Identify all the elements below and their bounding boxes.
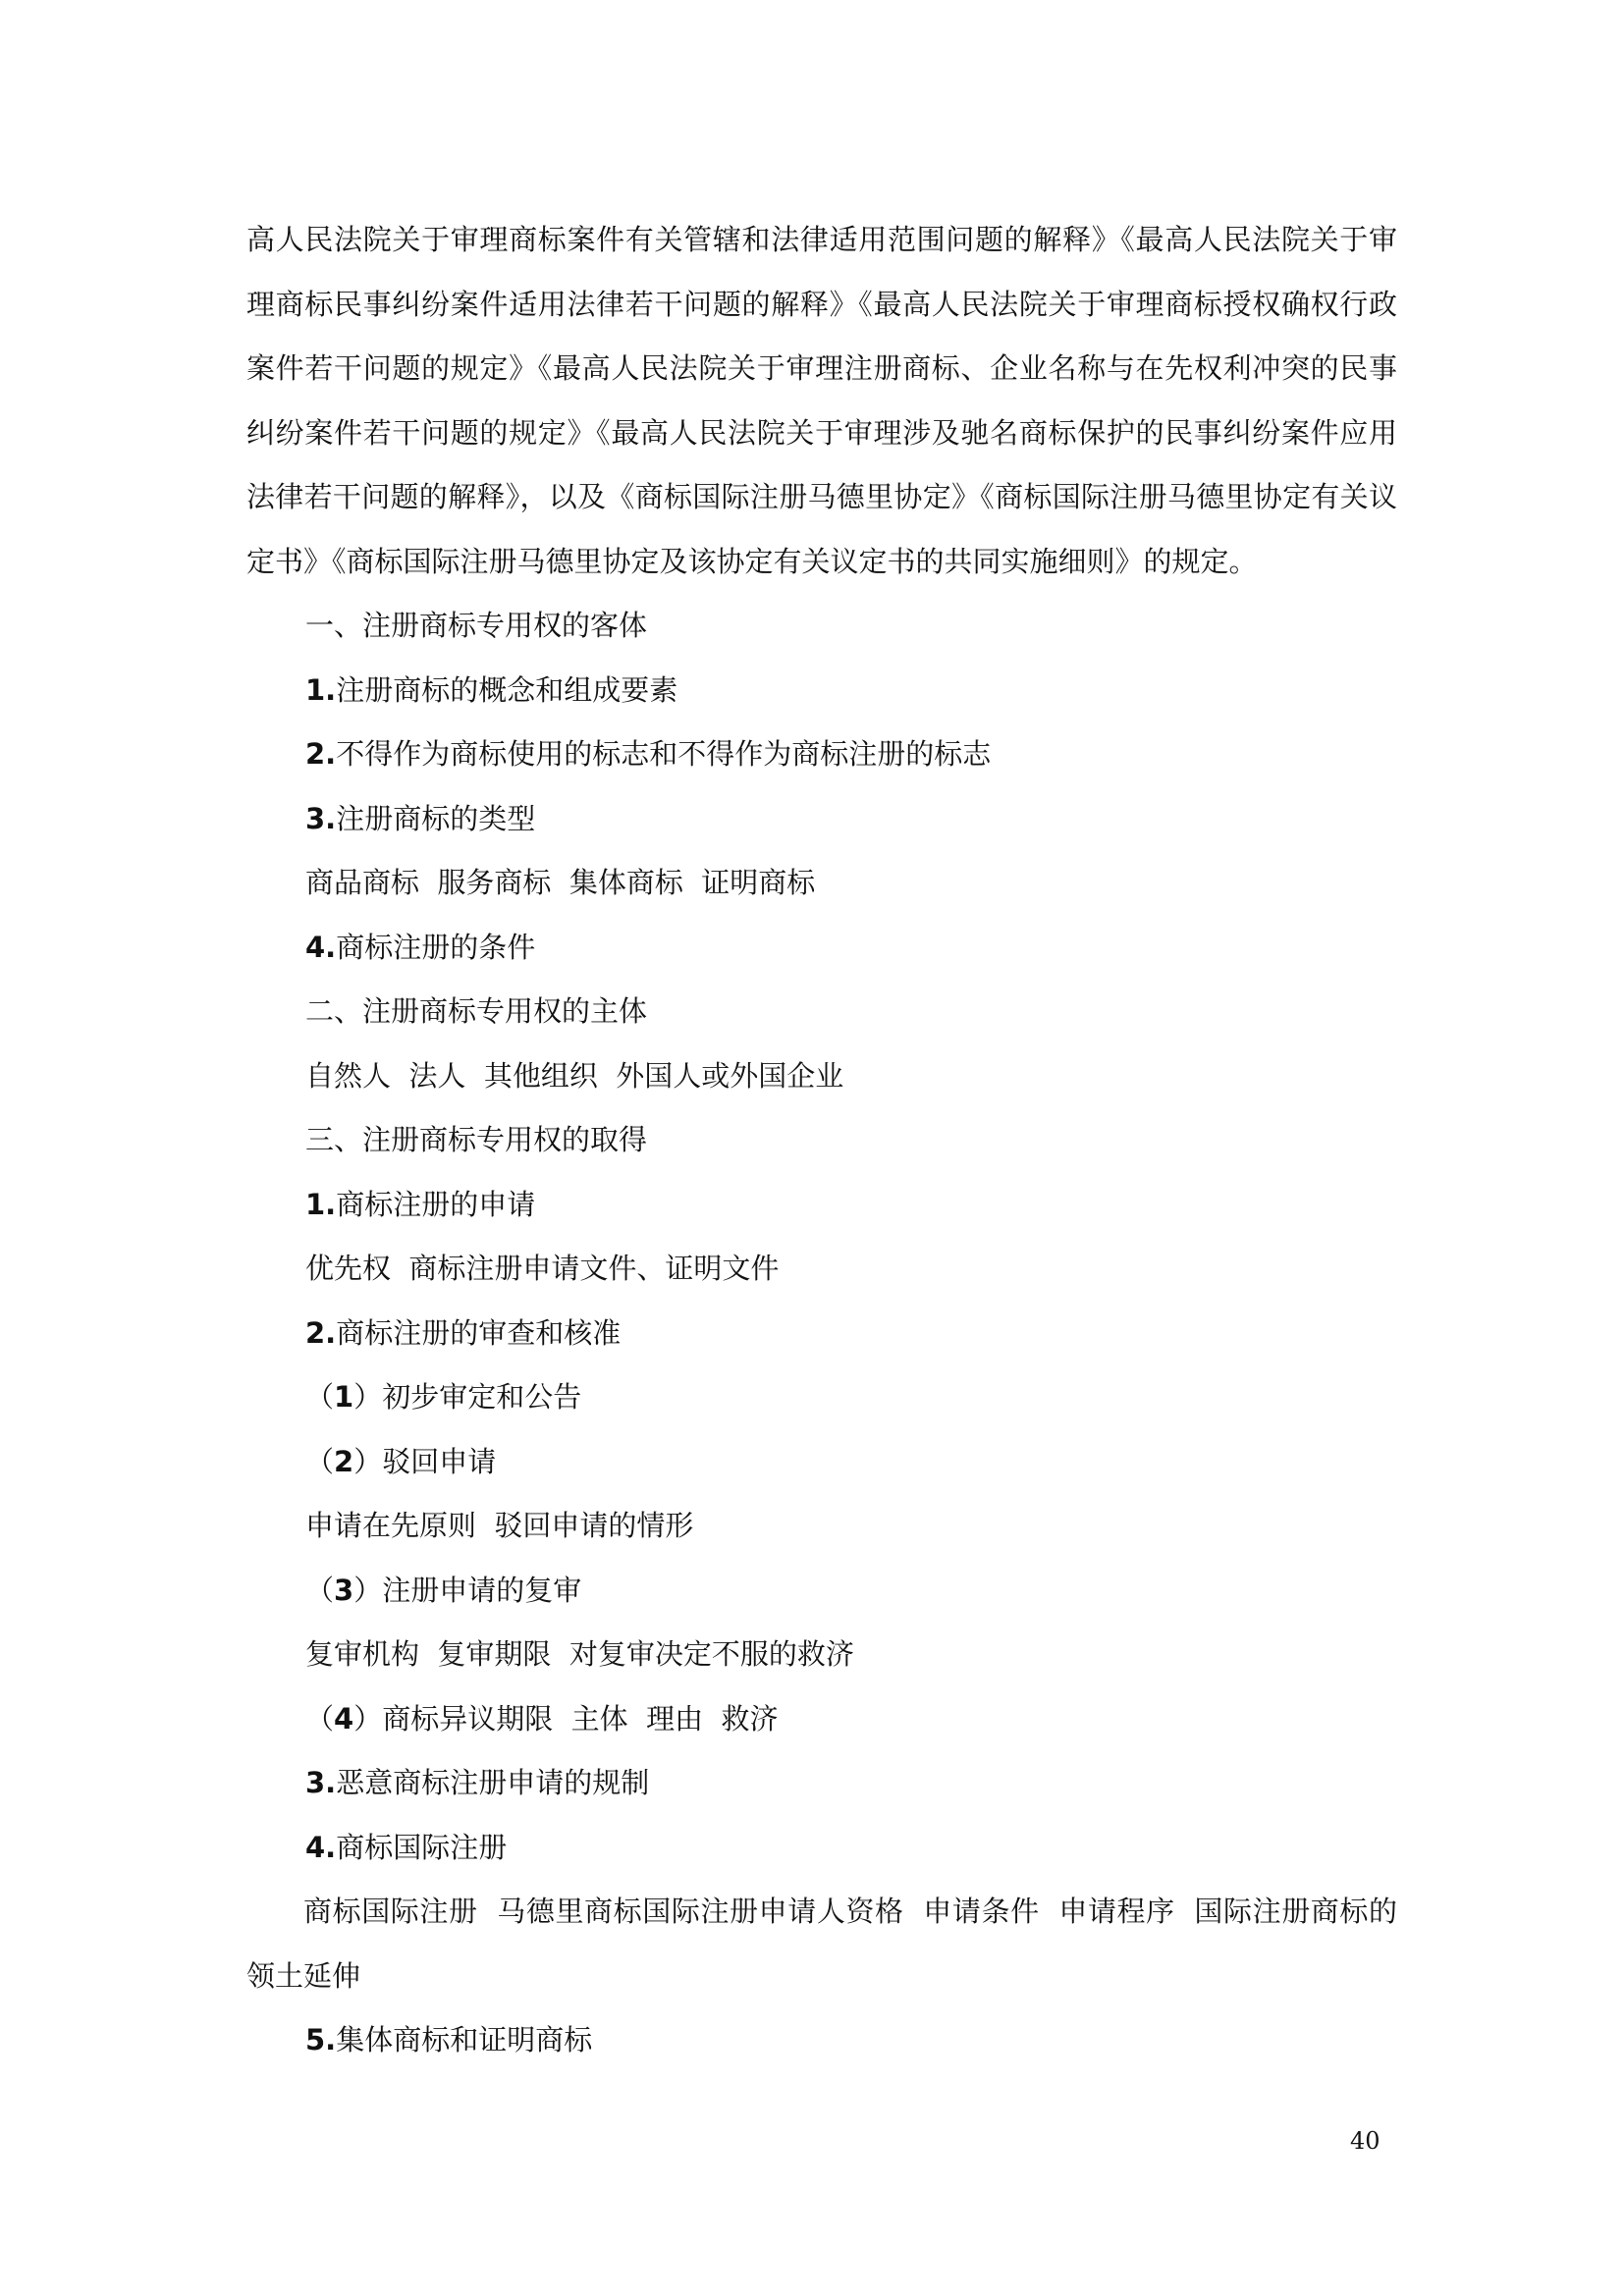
- item-text: 商标注册的条件: [336, 930, 536, 964]
- body-text: [246, 208, 1397, 2073]
- item-number: 5.: [305, 2023, 337, 2056]
- outline-subitem: [246, 1559, 1397, 1624]
- sub-open-paren: （: [305, 1701, 335, 1735]
- sub-close-paren: ）: [353, 1701, 383, 1735]
- section-heading-1: 一、注册商标专用权的客体: [305, 609, 648, 642]
- item-number: 4.: [305, 930, 337, 964]
- outline-item: [246, 659, 1397, 723]
- outline-subitem: [246, 1687, 1397, 1752]
- item-number: 2.: [305, 737, 337, 771]
- outline-detail: 优先权 商标注册申请文件、证明文件: [305, 1252, 780, 1285]
- outline-item: [246, 722, 1397, 787]
- sub-text: 驳回申请: [382, 1444, 497, 1478]
- sub-open-paren: （: [305, 1444, 335, 1478]
- item-text: 注册商标的概念和组成要素: [336, 672, 678, 707]
- sub-text: 初步审定和公告: [382, 1380, 582, 1414]
- outline-item: [246, 1816, 1397, 1881]
- section-heading-2: 二、注册商标专用权的主体: [305, 994, 648, 1028]
- item-text: 集体商标和证明商标: [336, 2023, 593, 2056]
- outline-subitem: [246, 1365, 1397, 1430]
- sub-number: 2: [334, 1444, 354, 1478]
- sub-number: 1: [334, 1380, 354, 1414]
- item-text: 恶意商标注册申请的规制: [336, 1766, 650, 1799]
- sub-open-paren: （: [305, 1380, 335, 1414]
- item-number: 3.: [305, 801, 337, 835]
- item-text: 注册商标的类型: [336, 801, 536, 835]
- sub-close-paren: ）: [353, 1380, 383, 1414]
- outline-item: [246, 787, 1397, 852]
- sub-text: 商标异议期限 主体 理由 救济: [382, 1701, 779, 1735]
- outline-detail: 商品商标 服务商标 集体商标 证明商标: [305, 866, 816, 899]
- page-number: 40: [1350, 2127, 1380, 2155]
- item-number: 3.: [305, 1766, 337, 1799]
- intro-paragraph: 高人民法院关于审理商标案件有关管辖和法律适用范围问题的解释》《最高人民法院关于审理商标民事纠纷案件适用法律若干问题的解释》《最高人民法院关于审理商标授权确权行政案件若干问题的规定》《最高人民法院关于审理注册商标、企业名称与在先权利冲突的民事纠纷案件若干问题的规定》《最高人民法院关于审理涉及驰名商标保护的民事纠纷案件应用法律若干问题的解释》，以及《商标国际注册马德里协定》《商标国际注册马德里协定有关议定书》《商标国际注册马德里协定及该协定有关议定书的共同实施细则》的规定。: [246, 223, 1397, 578]
- item-text: 商标注册的审查和核准: [336, 1315, 622, 1350]
- outline-detail-wrapped: 商标国际注册 马德里商标国际注册申请人资格 申请条件 申请程序 国际注册商标的领土延伸: [246, 1895, 1397, 1993]
- item-number: 1.: [305, 1187, 337, 1221]
- outline-item: [246, 2008, 1397, 2073]
- outline-item: [246, 1302, 1397, 1366]
- item-text: 商标国际注册: [336, 1830, 508, 1864]
- sub-text: 注册申请的复审: [382, 1573, 582, 1607]
- item-text: 商标注册的申请: [336, 1187, 536, 1221]
- item-text: 不得作为商标使用的标志和不得作为商标注册的标志: [336, 737, 992, 771]
- item-number: 1.: [305, 672, 337, 707]
- section-heading-3: 三、注册商标专用权的取得: [305, 1123, 648, 1156]
- outline-detail: 申请在先原则 驳回申请的情形: [305, 1509, 694, 1542]
- outline-item: [246, 1751, 1397, 1816]
- item-number: 4.: [305, 1830, 337, 1864]
- outline-item: [246, 916, 1397, 981]
- outline-item: [246, 1173, 1397, 1238]
- outline-detail: 复审机构 复审期限 对复审决定不服的救济: [305, 1637, 854, 1671]
- sub-close-paren: ）: [353, 1573, 383, 1607]
- sub-close-paren: ）: [353, 1444, 383, 1478]
- sub-number: 4: [334, 1701, 354, 1735]
- outline-subitem: [246, 1430, 1397, 1495]
- outline-detail: 自然人 法人 其他组织 外国人或外国企业: [305, 1058, 844, 1093]
- sub-number: 3: [334, 1573, 354, 1607]
- item-number: 2.: [305, 1315, 337, 1350]
- sub-open-paren: （: [305, 1573, 335, 1607]
